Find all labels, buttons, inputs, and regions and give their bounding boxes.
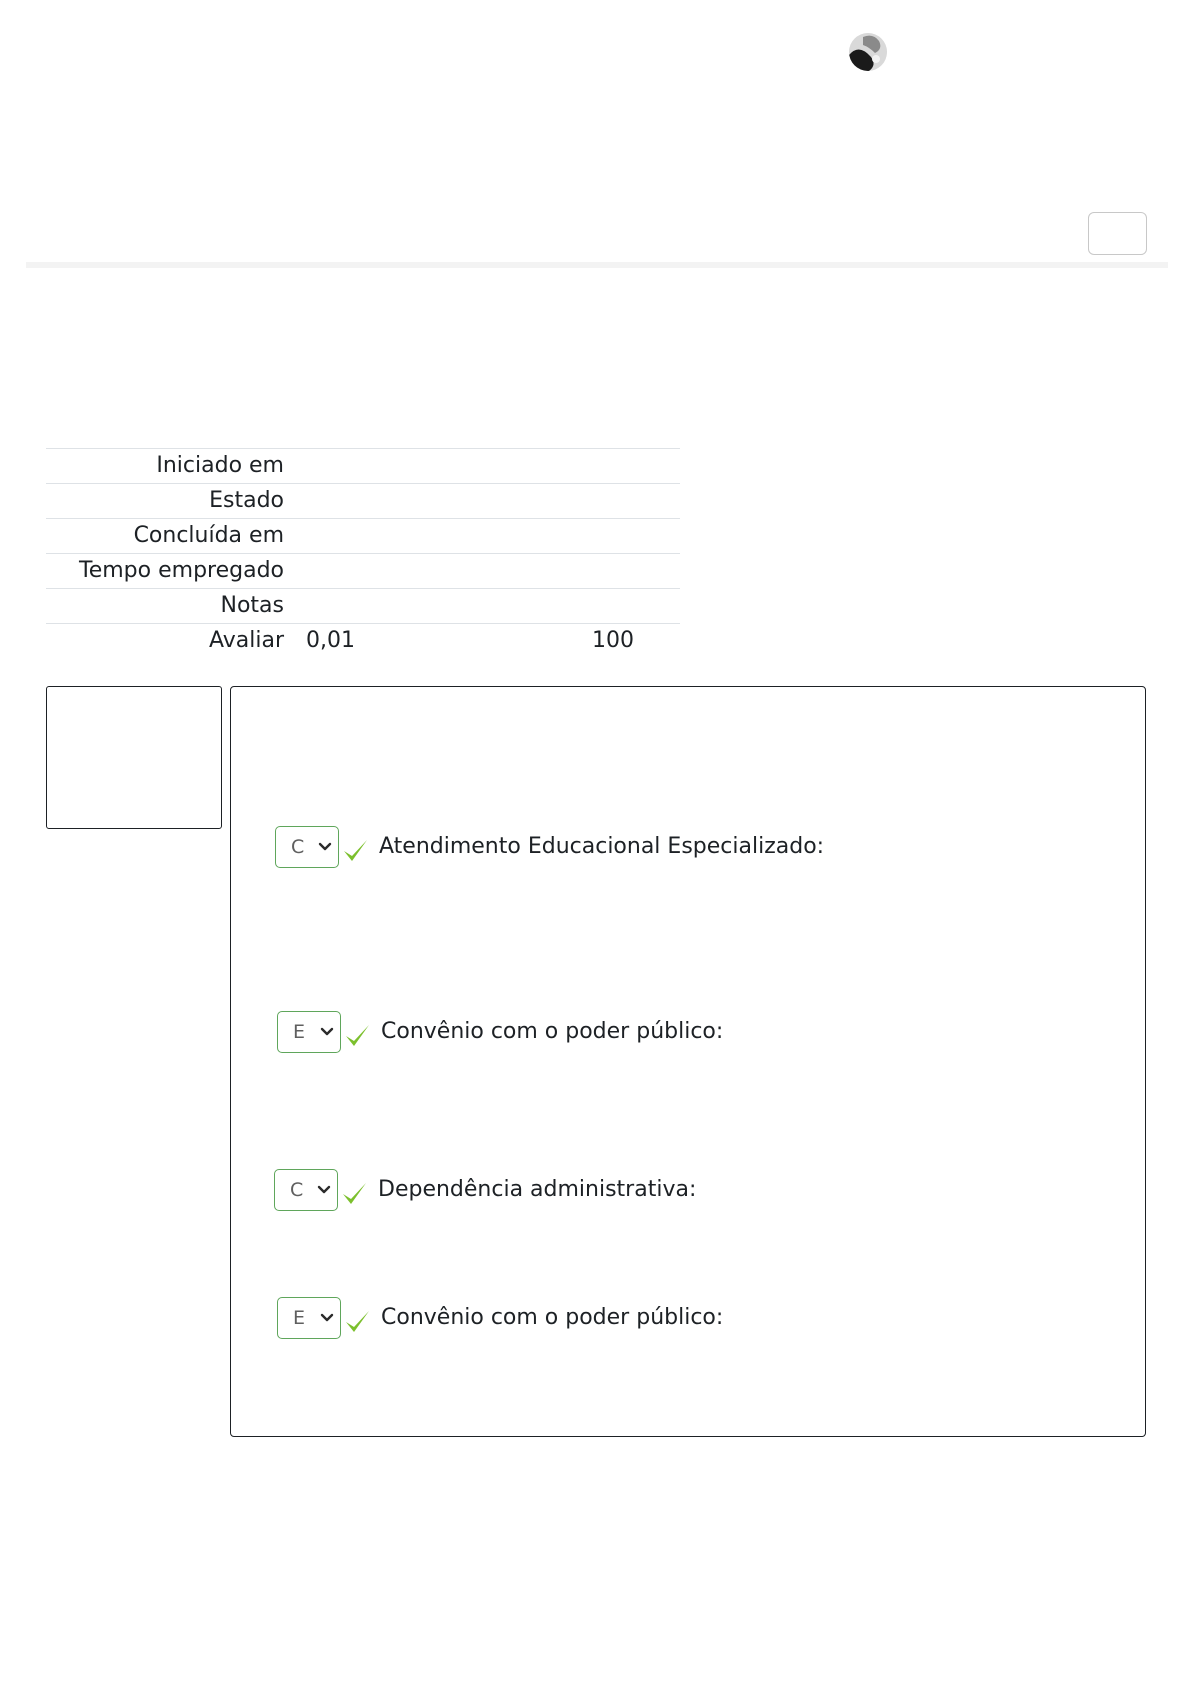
match-prompt: Dependência administrativa: xyxy=(378,1177,697,1202)
header-menu-button[interactable] xyxy=(1088,212,1147,255)
answer-select-value: C xyxy=(290,1179,304,1201)
match-prompt: Convênio com o poder público: xyxy=(381,1305,724,1330)
attempt-summary-table xyxy=(46,448,680,658)
answer-select[interactable] xyxy=(277,1011,341,1053)
summary-row-completed xyxy=(46,519,680,554)
match-row xyxy=(274,1168,696,1212)
summary-label: Iniciado em xyxy=(156,453,284,478)
correct-check-icon xyxy=(343,1308,371,1336)
correct-check-icon xyxy=(340,1180,368,1208)
answer-select[interactable] xyxy=(274,1169,338,1211)
summary-grade-max: 100 xyxy=(592,628,634,653)
summary-row-started xyxy=(46,449,680,484)
correct-check-icon xyxy=(341,837,369,865)
question-info-box xyxy=(46,686,222,829)
chevron-down-icon xyxy=(320,1026,334,1038)
summary-label: Concluída em xyxy=(133,523,284,548)
match-row xyxy=(277,1296,723,1340)
summary-row-time-taken xyxy=(46,554,680,589)
summary-grade-value: 0,01 xyxy=(306,628,355,653)
answer-select-value: C xyxy=(291,836,305,858)
summary-label: Notas xyxy=(220,593,284,618)
user-avatar-icon[interactable] xyxy=(849,33,887,71)
answer-select-value: E xyxy=(293,1307,306,1329)
chevron-down-icon xyxy=(317,1184,331,1196)
summary-row-grade xyxy=(46,624,680,658)
chevron-down-icon xyxy=(320,1312,334,1324)
answer-select[interactable] xyxy=(275,826,339,868)
correct-check-icon xyxy=(343,1022,371,1050)
header-divider xyxy=(26,262,1168,268)
match-row xyxy=(275,825,824,869)
answer-select[interactable] xyxy=(277,1297,341,1339)
summary-row-state xyxy=(46,484,680,519)
summary-label: Avaliar xyxy=(208,628,284,653)
match-row xyxy=(277,1010,723,1054)
summary-label: Tempo empregado xyxy=(79,558,284,583)
avatar-image xyxy=(849,33,887,71)
summary-label: Estado xyxy=(209,488,284,513)
match-prompt: Atendimento Educacional Especializado: xyxy=(379,834,825,859)
answer-select-value: E xyxy=(293,1021,306,1043)
summary-row-marks xyxy=(46,589,680,624)
match-prompt: Convênio com o poder público: xyxy=(381,1019,724,1044)
question-content-box xyxy=(230,686,1146,1437)
chevron-down-icon xyxy=(318,841,332,853)
